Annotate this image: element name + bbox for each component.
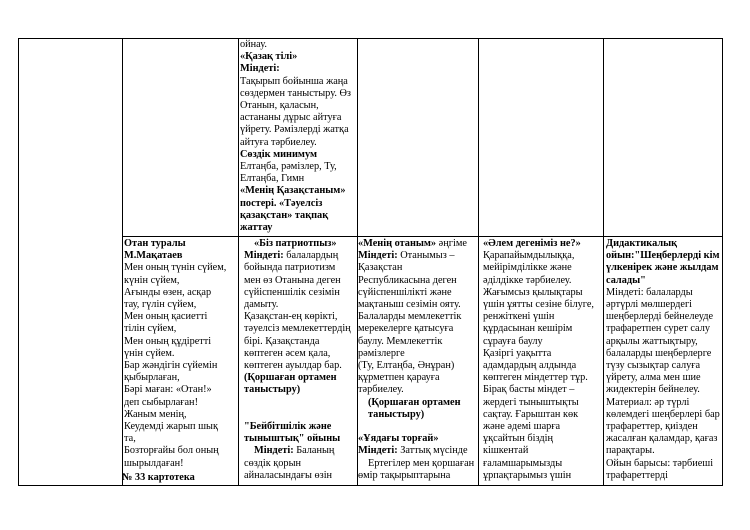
text-line: үшін ұятты сезіне білуге, bbox=[483, 299, 594, 311]
text-line: "Бейбітшілік және bbox=[244, 421, 332, 433]
text-line: жердегі тыныштықты bbox=[483, 396, 579, 408]
text-line: күнін сүйем, bbox=[124, 274, 180, 286]
text-line: айналасындағы өзін bbox=[244, 469, 333, 481]
text-line: Бәрі маған: «Отан!» bbox=[124, 384, 212, 396]
text-line: «Әлем дегеніміз не?» bbox=[483, 238, 581, 249]
text-line: Тақырып бойынша жаңа bbox=[240, 75, 348, 87]
text-line: арқылы жаттықтыру, bbox=[606, 335, 698, 347]
text-line: (Қоршаған ортамен bbox=[244, 372, 337, 384]
text-line: тілін сүйем, bbox=[124, 323, 177, 335]
text-line: Ертегілер мен қоршаған bbox=[368, 457, 475, 469]
text-line: үнін сүйем. bbox=[124, 347, 175, 359]
text-line: баулу. Мемлекеттік bbox=[358, 335, 443, 347]
text-line: Елтаңба, рәмізлер, Ту, bbox=[240, 161, 337, 173]
text-line: сөздік қорын bbox=[244, 457, 302, 469]
text-line: та, bbox=[124, 433, 136, 445]
text-line: шеңберлерді бейнелеуде bbox=[606, 311, 714, 323]
text-line: адамдардың алдында bbox=[483, 360, 577, 372]
text-line: жидектерін бейнелеу. bbox=[606, 384, 700, 396]
text-line: Жаным менің, bbox=[124, 408, 187, 420]
text-line: дамыту. bbox=[244, 299, 279, 311]
text-line bbox=[244, 409, 356, 421]
text-line: Дидактикалық bbox=[606, 238, 678, 249]
text-line: түзу сызықтар салуға bbox=[606, 360, 701, 372]
text-line: және әдемі шарға bbox=[483, 421, 561, 433]
text-line: «Менің Қазақстаным» bbox=[240, 185, 346, 197]
row-divider bbox=[122, 236, 722, 237]
table-right-border bbox=[722, 38, 723, 486]
text-line: тәрбиелеу. bbox=[358, 384, 404, 396]
text-line: бойында патриотизм bbox=[244, 262, 336, 274]
text-line: әділдікке тәрбиелеу. bbox=[483, 274, 572, 286]
text-line: құрметпен қарауға bbox=[358, 372, 440, 384]
text-line bbox=[358, 421, 477, 433]
text-line: Материал: әр түрлі bbox=[606, 396, 690, 408]
text-line: ғаламшарымызды bbox=[483, 457, 563, 469]
text-line: мейірімділікке және bbox=[483, 262, 572, 274]
text-line: мақтаныш сезімін ояту. bbox=[358, 299, 461, 311]
text-line: (Ту, Елтаңба, Әнұран) bbox=[358, 360, 455, 372]
text-line: Қазақстан bbox=[358, 262, 403, 274]
text-line: Міндеті: балалардың bbox=[244, 250, 339, 262]
text-line: қазақстан» тақпақ bbox=[240, 209, 329, 221]
text-line: қыбырлаған, bbox=[124, 372, 180, 384]
table-top-border bbox=[18, 38, 722, 39]
text-line: «Ұядағы торғай» bbox=[358, 433, 439, 445]
text-line: сүйіспеншілік сезімін bbox=[244, 286, 340, 298]
text-line: жасалған қаламдар, қағаз bbox=[606, 433, 718, 445]
text-line: Міндеті: bbox=[240, 63, 280, 75]
text-line: көптеген міндеттер тұр. bbox=[483, 372, 588, 384]
text-line: Мен оның қасиетті bbox=[124, 311, 208, 323]
text-line: ойын:"Шеңберлерді кім bbox=[606, 250, 720, 262]
text-line: Республикасына деген bbox=[358, 274, 457, 286]
top-cell-kazakh-language bbox=[240, 39, 356, 236]
card-file-number: № 33 картотека bbox=[122, 472, 195, 483]
text-line: құрдасынан кешірім bbox=[483, 323, 573, 335]
text-line: Отан туралы bbox=[124, 238, 186, 249]
text-line: парақтары. bbox=[606, 445, 655, 457]
text-line: Міндеті: балаларды bbox=[606, 286, 693, 298]
text-line: сұрауға баулу bbox=[483, 335, 543, 347]
text-line: таныстыру) bbox=[244, 384, 301, 396]
text-line: Бірақ басты міндет – bbox=[483, 384, 575, 396]
text-line bbox=[244, 397, 356, 409]
text-line: (Қоршаған ортамен bbox=[368, 396, 461, 408]
text-line: тәуелсіз мемлекеттердің bbox=[244, 323, 351, 335]
text-line: «Менің отаным» әңгіме bbox=[358, 238, 467, 249]
column-divider bbox=[122, 38, 123, 486]
column-divider bbox=[238, 38, 239, 486]
text-line: ренжіткені үшін bbox=[483, 311, 555, 323]
text-line: «Біз патриотпыз» bbox=[254, 238, 337, 249]
text-line: көлемдегі шеңберлері бар bbox=[606, 408, 720, 420]
text-line: әртүрлі мөлшердегі bbox=[606, 299, 693, 311]
text-line: М.Мақатаев bbox=[124, 250, 183, 262]
table-left-border bbox=[18, 38, 19, 486]
text-line: трафареттерді bbox=[606, 469, 668, 481]
text-line: Кеудемді жарып шық bbox=[124, 421, 218, 433]
column-divider bbox=[603, 38, 604, 486]
text-line: астананы дұрыс айтуға bbox=[240, 112, 342, 124]
column-divider bbox=[478, 38, 479, 486]
cell-my-homeland bbox=[358, 238, 477, 485]
cell-patriots bbox=[244, 238, 356, 485]
text-line: Міндеті: Заттық мүсінде bbox=[358, 445, 468, 457]
text-line: бірі. Қазақстанда bbox=[244, 335, 320, 347]
text-line: Жағымсыз қылықтары bbox=[483, 286, 583, 298]
text-line: Бозторғайы бол оның bbox=[124, 445, 219, 457]
text-line: трафаретпен сурет салу bbox=[606, 323, 710, 335]
text-line: кішкентай bbox=[483, 445, 529, 457]
text-line: Балаларды мемлекеттік bbox=[358, 311, 462, 323]
text-line: ұрпақтарымыз үшін bbox=[483, 469, 572, 481]
text-line: Қазақстан-ең көрікті, bbox=[244, 311, 338, 323]
text-line: үйрету. Рәмізлерді жатқа bbox=[240, 124, 349, 136]
text-line: Қазіргі уақытта bbox=[483, 347, 552, 359]
text-line: Отанын, қаласын, bbox=[240, 100, 319, 112]
text-line: Бар жәндігін сүйемін bbox=[124, 360, 218, 372]
text-line: Міндеті: Баланың bbox=[254, 445, 335, 457]
text-line: сөздермен таныстыру. Өз bbox=[240, 87, 351, 99]
table-bottom-border bbox=[18, 485, 722, 486]
text-line: балаларды шеңберлерге bbox=[606, 347, 712, 359]
text-line: Міндеті: Отанымыз – bbox=[358, 250, 455, 262]
text-line: өмір тақырыптарына bbox=[358, 469, 451, 481]
text-line: мерекелерге қатысуға bbox=[358, 323, 454, 335]
text-line: ұқсайтын біздің bbox=[483, 433, 554, 445]
text-line: көптеген әсем қала, bbox=[244, 347, 331, 359]
text-line: тыныштық" ойыны bbox=[244, 433, 341, 445]
text-line: үйрету, алма мен шие bbox=[606, 372, 701, 384]
text-line: постері. «Тәуелсіз bbox=[240, 197, 323, 209]
text-line: Қарапайымдылыққа, bbox=[483, 250, 575, 262]
text-line: Ойын барысы: тәрбиеші bbox=[606, 457, 714, 469]
text-line: мен өз Отанына деген bbox=[244, 274, 341, 286]
text-line: Ағынды өзен, асқар bbox=[124, 286, 212, 298]
text-line: трафареттер, қиізден bbox=[606, 421, 698, 433]
text-line: Елтаңба, Гимн bbox=[240, 173, 305, 185]
text-line: ойнау. bbox=[240, 39, 267, 50]
text-line: шырылдаған! bbox=[124, 457, 184, 469]
text-line: салады" bbox=[606, 274, 646, 286]
text-line: Мен оның түнін сүйем, bbox=[124, 262, 227, 274]
text-line: «Қазақ тілі» bbox=[240, 51, 298, 63]
cell-what-is-world bbox=[483, 238, 602, 485]
text-line: Мен оның құдіретті bbox=[124, 335, 212, 347]
text-line: деп сыбырлаған! bbox=[124, 396, 198, 408]
text-line: сүйіспеншілікті және bbox=[358, 286, 452, 298]
cell-poem-otan bbox=[124, 238, 237, 470]
text-line: жаттау bbox=[240, 222, 273, 234]
text-line: тау, гүлін сүйем, bbox=[124, 299, 197, 311]
text-line: көптеген ауылдар бар. bbox=[244, 360, 342, 372]
text-line: айтуға тәрбиелеу. bbox=[240, 136, 317, 148]
text-line: рәмізлерге bbox=[358, 347, 405, 359]
text-line: таныстыру) bbox=[368, 408, 425, 420]
text-line: Сөздік минимум bbox=[240, 148, 317, 160]
cell-didactic-game bbox=[606, 238, 721, 485]
text-line: сақтау. Ғарыштан көк bbox=[483, 408, 579, 420]
text-line: үлкенірек және жылдам bbox=[606, 262, 719, 274]
